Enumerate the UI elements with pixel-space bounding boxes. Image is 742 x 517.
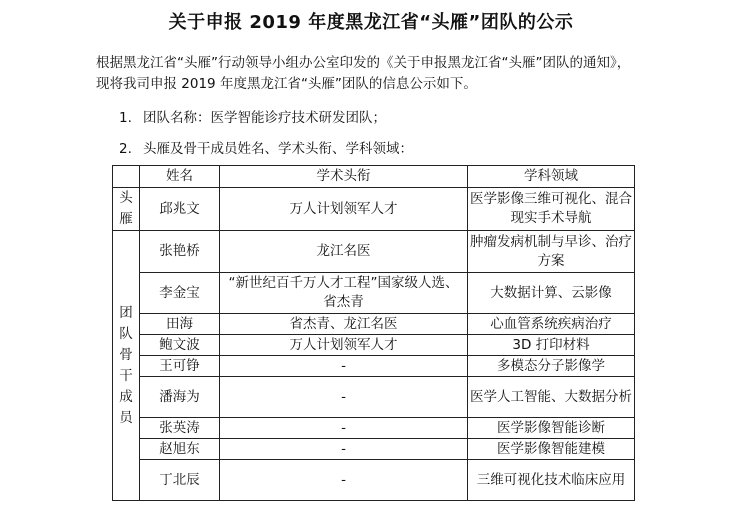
header-cell-title: 学术头衔 — [220, 166, 468, 188]
list-item-members — [119, 137, 413, 157]
list-number: 1. — [119, 110, 132, 126]
cell-field: 大数据计算、云影像 — [468, 273, 635, 314]
table-row — [113, 356, 635, 377]
cell-field: 医学人工智能、大数据分析 — [468, 377, 635, 418]
cell-title: 省杰青、龙江名医 — [220, 314, 468, 335]
table-row — [113, 460, 635, 501]
table-row — [113, 418, 635, 439]
table-row — [113, 377, 635, 418]
intro-paragraph — [96, 53, 696, 95]
intro-line-1: 根据黑龙江省“头雁”行动领导小组办公室印发的《关于申报黑龙江省“头雁”团队的通知》， — [96, 55, 631, 71]
page-title: 关于申报 2019 年度黑龙江省“头雁”团队的公示 — [168, 12, 574, 33]
group-label-members: 团 队 骨 干 成 员 — [113, 231, 140, 501]
table-row — [113, 273, 635, 314]
list-text: 头雁及骨干成员姓名、学术头衔、学科领域： — [143, 141, 413, 157]
cell-name: 王可铮 — [140, 356, 220, 377]
list-number: 2. — [119, 141, 132, 157]
cell-name: 赵旭东 — [140, 439, 220, 460]
cell-title: - — [220, 439, 468, 460]
cell-title: - — [220, 460, 468, 501]
cell-title: 万人计划领军人才 — [220, 335, 468, 356]
cell-field: 肿瘤发病机制与早诊、治疗方案 — [468, 231, 635, 273]
table-row — [113, 439, 635, 460]
cell-title: 龙江名医 — [220, 231, 468, 273]
list-text: 团队名称：医学智能诊疗技术研发团队； — [143, 110, 386, 126]
table-row — [113, 231, 635, 273]
cell-name: 丁北辰 — [140, 460, 220, 501]
table-row — [113, 314, 635, 335]
table-header-row — [113, 166, 635, 188]
cell-field: 医学影像三维可视化、混合现实手术导航 — [468, 188, 635, 231]
header-cell-name: 姓名 — [140, 166, 220, 188]
intro-line-2: 现将我司申报 2019 年度黑龙江省“头雁”团队的信息公示如下。 — [96, 76, 477, 92]
cell-name: 潘海为 — [140, 377, 220, 418]
cell-title: 万人计划领军人才 — [220, 188, 468, 231]
cell-field: 医学影像智能建模 — [468, 439, 635, 460]
cell-field: 心血管系统疾病治疗 — [468, 314, 635, 335]
cell-field: 医学影像智能诊断 — [468, 418, 635, 439]
members-table — [112, 165, 635, 501]
cell-name: 张英涛 — [140, 418, 220, 439]
cell-field: 3D 打印材料 — [468, 335, 635, 356]
cell-name: 张艳桥 — [140, 231, 220, 273]
cell-name: 鲍文波 — [140, 335, 220, 356]
group-label-leader: 头 雁 — [113, 188, 140, 231]
cell-title: “新世纪百千万人才工程”国家级人选、省杰青 — [220, 273, 468, 314]
table-row — [113, 188, 635, 231]
header-cell-group — [113, 166, 140, 188]
cell-title: - — [220, 418, 468, 439]
cell-title: - — [220, 377, 468, 418]
cell-field: 三维可视化技术临床应用 — [468, 460, 635, 501]
cell-name: 田海 — [140, 314, 220, 335]
cell-field: 多模态分子影像学 — [468, 356, 635, 377]
header-cell-field: 学科领域 — [468, 166, 635, 188]
cell-name: 邱兆文 — [140, 188, 220, 231]
cell-name: 李金宝 — [140, 273, 220, 314]
cell-title: - — [220, 356, 468, 377]
list-item-team-name — [119, 106, 386, 126]
table-row — [113, 335, 635, 356]
